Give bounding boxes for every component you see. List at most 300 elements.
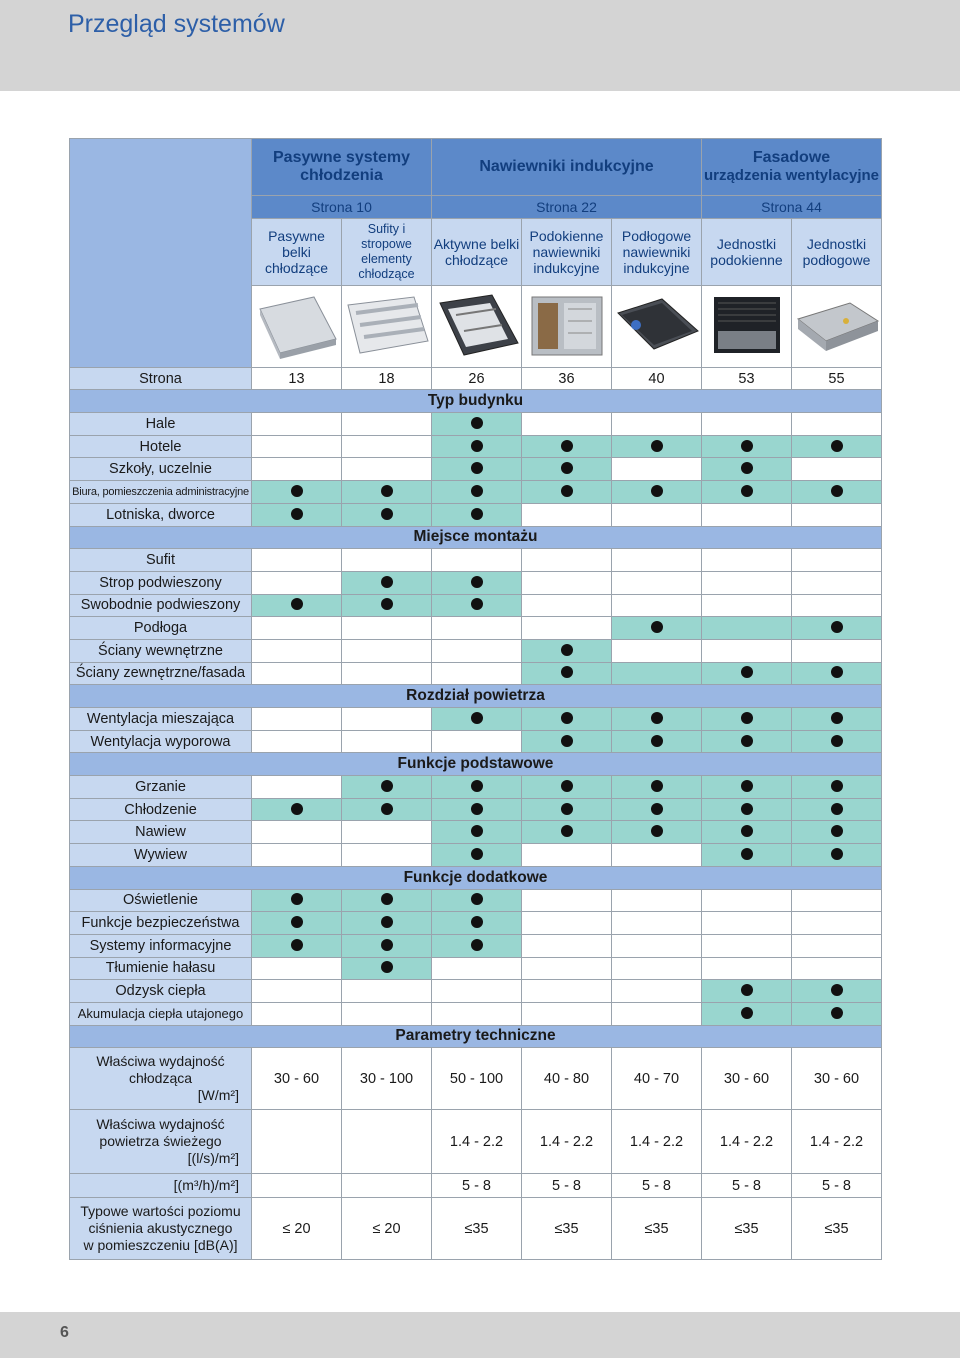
- feature-cell: [522, 549, 612, 572]
- feature-cell: [342, 458, 432, 481]
- feature-label: Lotniska, dworce: [70, 503, 252, 526]
- param-value: 5 - 8: [702, 1174, 792, 1198]
- feature-cell: [432, 617, 522, 640]
- param-label-line: Właściwa wydajność: [96, 1116, 225, 1133]
- bullet-icon: [831, 780, 843, 792]
- bullet-icon: [471, 440, 483, 452]
- feature-cell: [252, 821, 342, 844]
- feature-cell: [612, 708, 702, 731]
- bullet-icon: [381, 598, 393, 610]
- group-page-passive: [252, 196, 432, 219]
- feature-cell: [702, 503, 792, 526]
- feature-cell: [432, 844, 522, 867]
- product-name: Podokienne nawiewniki indukcyjne: [522, 218, 612, 285]
- feature-label: Sufit: [70, 549, 252, 572]
- product-name: Sufity i stropowe elementy chłodzące: [342, 218, 432, 285]
- bullet-icon: [561, 803, 573, 815]
- feature-cell: [522, 957, 612, 980]
- group-page: Strona 22: [536, 198, 597, 215]
- group-header-facade: [702, 139, 882, 196]
- feature-cell: [702, 730, 792, 753]
- bullet-icon: [381, 576, 393, 588]
- feature-cell: [432, 776, 522, 799]
- bullet-icon: [741, 825, 753, 837]
- feature-cell: [432, 481, 522, 504]
- feature-cell: [432, 639, 522, 662]
- bullet-icon: [741, 984, 753, 996]
- feature-cell: [702, 413, 792, 436]
- param-label: [70, 1110, 252, 1174]
- feature-cell: [792, 639, 882, 662]
- feature-cell: [342, 413, 432, 436]
- feature-cell: [702, 708, 792, 731]
- feature-row: [70, 912, 882, 935]
- feature-cell: [612, 1002, 702, 1025]
- param-unit: [W/m²]: [197, 1087, 239, 1104]
- feature-cell: [342, 435, 432, 458]
- feature-row: [70, 594, 882, 617]
- feature-cell: [792, 458, 882, 481]
- footer-bar: [0, 1312, 960, 1358]
- param-value: ≤35: [432, 1198, 522, 1260]
- bullet-icon: [561, 485, 573, 497]
- feature-cell: [612, 934, 702, 957]
- feature-cell: [342, 776, 432, 799]
- feature-cell: [342, 889, 432, 912]
- group-page: Strona 44: [761, 198, 822, 215]
- bullet-icon: [471, 803, 483, 815]
- group-title: Nawiewniki indukcyjne: [479, 158, 654, 175]
- feature-cell: [702, 435, 792, 458]
- feature-cell: [702, 798, 792, 821]
- feature-cell: [702, 844, 792, 867]
- feature-cell: [342, 821, 432, 844]
- feature-cell: [702, 1002, 792, 1025]
- bullet-icon: [741, 666, 753, 678]
- bullet-icon: [291, 916, 303, 928]
- param-label-line: Właściwa wydajność: [96, 1053, 225, 1070]
- feature-cell: [522, 798, 612, 821]
- param-row-fresh-air: [70, 1110, 882, 1174]
- param-value: ≤35: [702, 1198, 792, 1260]
- product-name: Jednostki podłogowe: [792, 218, 882, 285]
- feature-cell: [252, 662, 342, 685]
- category-row: [70, 526, 882, 549]
- feature-cell: [342, 617, 432, 640]
- feature-row: [70, 413, 882, 436]
- feature-row: [70, 776, 882, 799]
- category-row: [70, 753, 882, 776]
- bullet-icon: [471, 780, 483, 792]
- feature-cell: [612, 798, 702, 821]
- bullet-icon: [741, 803, 753, 815]
- feature-cell: [792, 708, 882, 731]
- bullet-icon: [381, 961, 393, 973]
- param-value: 40 - 80: [522, 1048, 612, 1110]
- feature-row: [70, 617, 882, 640]
- strona-label: Strona: [70, 367, 252, 390]
- feature-cell: [342, 957, 432, 980]
- product-name: Jednostki podokienne: [702, 218, 792, 285]
- feature-cell: [612, 980, 702, 1003]
- bullet-icon: [381, 939, 393, 951]
- feature-cell: [612, 639, 702, 662]
- category-title: Funkcje podstawowe: [70, 753, 882, 776]
- feature-cell: [612, 413, 702, 436]
- feature-cell: [522, 594, 612, 617]
- feature-cell: [252, 730, 342, 753]
- feature-cell: [522, 435, 612, 458]
- feature-cell: [522, 1002, 612, 1025]
- feature-label: Hale: [70, 413, 252, 436]
- strona-value: 36: [522, 367, 612, 390]
- feature-cell: [342, 1002, 432, 1025]
- strona-value: 26: [432, 367, 522, 390]
- feature-cell: [612, 957, 702, 980]
- bullet-icon: [651, 825, 663, 837]
- feature-cell: [432, 957, 522, 980]
- bullet-icon: [651, 712, 663, 724]
- bullet-icon: [381, 893, 393, 905]
- feature-label: Wywiew: [70, 844, 252, 867]
- feature-cell: [432, 571, 522, 594]
- bullet-icon: [561, 735, 573, 747]
- feature-row: [70, 708, 882, 731]
- feature-row: [70, 481, 882, 504]
- feature-label: Systemy informacyjne: [70, 934, 252, 957]
- bullet-icon: [561, 462, 573, 474]
- feature-cell: [342, 481, 432, 504]
- feature-cell: [342, 571, 432, 594]
- feature-cell: [432, 594, 522, 617]
- feature-cell: [432, 503, 522, 526]
- feature-cell: [342, 912, 432, 935]
- bullet-icon: [291, 598, 303, 610]
- feature-label: Strop podwieszony: [70, 571, 252, 594]
- feature-cell: [792, 889, 882, 912]
- feature-label: Hotele: [70, 435, 252, 458]
- feature-cell: [792, 481, 882, 504]
- bullet-icon: [561, 644, 573, 656]
- feature-label: Biura, pomieszczenia administracyjne: [70, 481, 252, 504]
- feature-cell: [792, 934, 882, 957]
- bullet-icon: [831, 621, 843, 633]
- feature-cell: [432, 662, 522, 685]
- bullet-icon: [741, 848, 753, 860]
- feature-cell: [252, 798, 342, 821]
- bullet-icon: [471, 848, 483, 860]
- feature-cell: [252, 776, 342, 799]
- feature-label: Ściany zewnętrzne/fasada: [70, 662, 252, 685]
- bullet-icon: [381, 508, 393, 520]
- bullet-icon: [291, 939, 303, 951]
- feature-cell: [612, 889, 702, 912]
- feature-label: Podłoga: [70, 617, 252, 640]
- feature-cell: [522, 912, 612, 935]
- feature-cell: [702, 980, 792, 1003]
- page-number: 6: [60, 1324, 69, 1341]
- feature-cell: [612, 617, 702, 640]
- feature-cell: [342, 798, 432, 821]
- bullet-icon: [561, 666, 573, 678]
- product-image-floor-unit: [612, 285, 702, 367]
- feature-cell: [612, 571, 702, 594]
- product-image-passive-beam: [252, 285, 342, 367]
- feature-cell: [792, 776, 882, 799]
- feature-cell: [522, 571, 612, 594]
- feature-cell: [522, 844, 612, 867]
- group-title: Pasywne systemy chłodzenia: [273, 149, 410, 184]
- feature-cell: [522, 662, 612, 685]
- feature-row: [70, 549, 882, 572]
- feature-cell: [702, 934, 792, 957]
- feature-label: Wentylacja mieszająca: [70, 708, 252, 731]
- feature-cell: [252, 889, 342, 912]
- group-page: Strona 10: [311, 198, 372, 215]
- param-value: 30 - 60: [702, 1048, 792, 1110]
- feature-row: [70, 435, 882, 458]
- bullet-icon: [291, 803, 303, 815]
- param-value: 30 - 60: [252, 1048, 342, 1110]
- feature-cell: [792, 617, 882, 640]
- feature-cell: [702, 912, 792, 935]
- feature-cell: [252, 980, 342, 1003]
- feature-cell: [432, 821, 522, 844]
- bullet-icon: [561, 712, 573, 724]
- category-row: [70, 685, 882, 708]
- bullet-icon: [471, 598, 483, 610]
- feature-cell: [792, 957, 882, 980]
- param-value: [252, 1174, 342, 1198]
- param-label: [70, 1048, 252, 1110]
- feature-cell: [702, 639, 792, 662]
- param-value: 5 - 8: [522, 1174, 612, 1198]
- feature-cell: [702, 957, 792, 980]
- product-image-ceiling-elements: [342, 285, 432, 367]
- feature-cell: [522, 617, 612, 640]
- feature-cell: [252, 639, 342, 662]
- category-title: Funkcje dodatkowe: [70, 866, 882, 889]
- feature-cell: [522, 776, 612, 799]
- feature-cell: [432, 458, 522, 481]
- group-page-facade: [702, 196, 882, 219]
- feature-cell: [522, 821, 612, 844]
- feature-cell: [612, 776, 702, 799]
- param-label-line: Typowe wartości poziomu: [80, 1203, 241, 1220]
- bullet-icon: [741, 440, 753, 452]
- feature-cell: [252, 413, 342, 436]
- bullet-icon: [381, 916, 393, 928]
- param-unit: [(l/s)/m²]: [187, 1150, 239, 1167]
- feature-cell: [702, 571, 792, 594]
- feature-row: [70, 458, 882, 481]
- feature-cell: [792, 730, 882, 753]
- feature-cell: [702, 821, 792, 844]
- param-value: 1.4 - 2.2: [792, 1110, 882, 1174]
- category-row: [70, 866, 882, 889]
- feature-cell: [612, 594, 702, 617]
- param-value: 30 - 60: [792, 1048, 882, 1110]
- bullet-icon: [381, 803, 393, 815]
- feature-cell: [252, 1002, 342, 1025]
- bullet-icon: [831, 666, 843, 678]
- feature-row: [70, 844, 882, 867]
- feature-cell: [612, 844, 702, 867]
- param-unit: [(m³/h)/m²]: [173, 1177, 239, 1194]
- feature-cell: [792, 413, 882, 436]
- bullet-icon: [831, 984, 843, 996]
- feature-row: [70, 798, 882, 821]
- param-value: 40 - 70: [612, 1048, 702, 1110]
- feature-cell: [432, 912, 522, 935]
- feature-cell: [612, 435, 702, 458]
- feature-label: Funkcje bezpieczeństwa: [70, 912, 252, 935]
- strona-value: 18: [342, 367, 432, 390]
- feature-cell: [252, 481, 342, 504]
- feature-cell: [432, 435, 522, 458]
- feature-cell: [342, 594, 432, 617]
- param-value: ≤ 20: [342, 1198, 432, 1260]
- feature-cell: [252, 912, 342, 935]
- feature-row: [70, 980, 882, 1003]
- bullet-icon: [831, 712, 843, 724]
- bullet-icon: [831, 1007, 843, 1019]
- bullet-icon: [471, 576, 483, 588]
- product-name: Pasywne belki chłodzące: [252, 218, 342, 285]
- bullet-icon: [741, 712, 753, 724]
- param-value: 5 - 8: [612, 1174, 702, 1198]
- bullet-icon: [471, 417, 483, 429]
- feature-cell: [792, 549, 882, 572]
- bullet-icon: [561, 825, 573, 837]
- feature-cell: [522, 481, 612, 504]
- feature-cell: [702, 549, 792, 572]
- strona-value: 55: [792, 367, 882, 390]
- feature-row: [70, 639, 882, 662]
- feature-cell: [792, 594, 882, 617]
- category-title: Miejsce montażu: [70, 526, 882, 549]
- feature-cell: [792, 435, 882, 458]
- feature-label: Akumulacja ciepła utajonego: [70, 1002, 252, 1025]
- param-value: ≤35: [522, 1198, 612, 1260]
- bullet-icon: [291, 508, 303, 520]
- feature-cell: [432, 934, 522, 957]
- feature-cell: [522, 413, 612, 436]
- param-label-line: powietrza świeżego: [99, 1133, 222, 1150]
- bullet-icon: [831, 848, 843, 860]
- bullet-icon: [831, 485, 843, 497]
- strona-value: 40: [612, 367, 702, 390]
- feature-cell: [612, 549, 702, 572]
- bullet-icon: [471, 893, 483, 905]
- feature-cell: [792, 503, 882, 526]
- feature-cell: [522, 730, 612, 753]
- feature-label: Szkoły, uczelnie: [70, 458, 252, 481]
- feature-cell: [612, 458, 702, 481]
- feature-cell: [522, 934, 612, 957]
- feature-label: Tłumienie hałasu: [70, 957, 252, 980]
- feature-cell: [702, 481, 792, 504]
- feature-cell: [432, 798, 522, 821]
- feature-cell: [702, 617, 792, 640]
- feature-cell: [342, 639, 432, 662]
- category-row: [70, 390, 882, 413]
- feature-cell: [702, 594, 792, 617]
- product-name: Aktywne belki chłodzące: [432, 218, 522, 285]
- feature-cell: [342, 503, 432, 526]
- feature-row: [70, 730, 882, 753]
- feature-cell: [792, 662, 882, 685]
- param-value: 1.4 - 2.2: [702, 1110, 792, 1174]
- bullet-icon: [561, 440, 573, 452]
- feature-cell: [612, 821, 702, 844]
- bullet-icon: [381, 485, 393, 497]
- feature-cell: [702, 889, 792, 912]
- feature-cell: [252, 708, 342, 731]
- strona-value: 53: [702, 367, 792, 390]
- feature-cell: [252, 957, 342, 980]
- param-value: 1.4 - 2.2: [612, 1110, 702, 1174]
- bullet-icon: [561, 780, 573, 792]
- param-label-line: ciśnienia akustycznego: [88, 1220, 233, 1237]
- feature-cell: [792, 821, 882, 844]
- feature-row: [70, 571, 882, 594]
- param-label-line: chłodząca: [128, 1070, 193, 1087]
- bullet-icon: [471, 916, 483, 928]
- feature-cell: [252, 934, 342, 957]
- bullet-icon: [831, 735, 843, 747]
- bullet-icon: [651, 780, 663, 792]
- param-row-sound: [70, 1198, 882, 1260]
- param-value: 30 - 100: [342, 1048, 432, 1110]
- feature-row: [70, 503, 882, 526]
- feature-cell: [522, 708, 612, 731]
- bullet-icon: [741, 1007, 753, 1019]
- param-value: [252, 1110, 342, 1174]
- param-value: 1.4 - 2.2: [432, 1110, 522, 1174]
- category-row-parameters: [70, 1025, 882, 1048]
- bullet-icon: [651, 621, 663, 633]
- feature-cell: [612, 481, 702, 504]
- feature-cell: [612, 730, 702, 753]
- param-label-line: w pomieszczeniu [dB(A)]: [83, 1237, 238, 1254]
- feature-cell: [702, 662, 792, 685]
- feature-cell: [252, 458, 342, 481]
- feature-cell: [252, 594, 342, 617]
- feature-cell: [612, 503, 702, 526]
- param-value: [342, 1110, 432, 1174]
- bullet-icon: [831, 440, 843, 452]
- bullet-icon: [651, 735, 663, 747]
- strona-value: 13: [252, 367, 342, 390]
- feature-row: [70, 934, 882, 957]
- param-value: 5 - 8: [792, 1174, 882, 1198]
- feature-cell: [342, 549, 432, 572]
- group-title: Fasadowe: [752, 149, 831, 166]
- feature-cell: [252, 549, 342, 572]
- feature-cell: [342, 980, 432, 1003]
- bullet-icon: [471, 939, 483, 951]
- feature-cell: [522, 980, 612, 1003]
- group-page-induction: [432, 196, 702, 219]
- bullet-icon: [651, 485, 663, 497]
- param-value: 1.4 - 2.2: [522, 1110, 612, 1174]
- category-title: Typ budynku: [70, 390, 882, 413]
- feature-label: Ściany wewnętrzne: [70, 639, 252, 662]
- systems-overview-table: [69, 138, 882, 1260]
- param-value: 5 - 8: [432, 1174, 522, 1198]
- feature-cell: [432, 889, 522, 912]
